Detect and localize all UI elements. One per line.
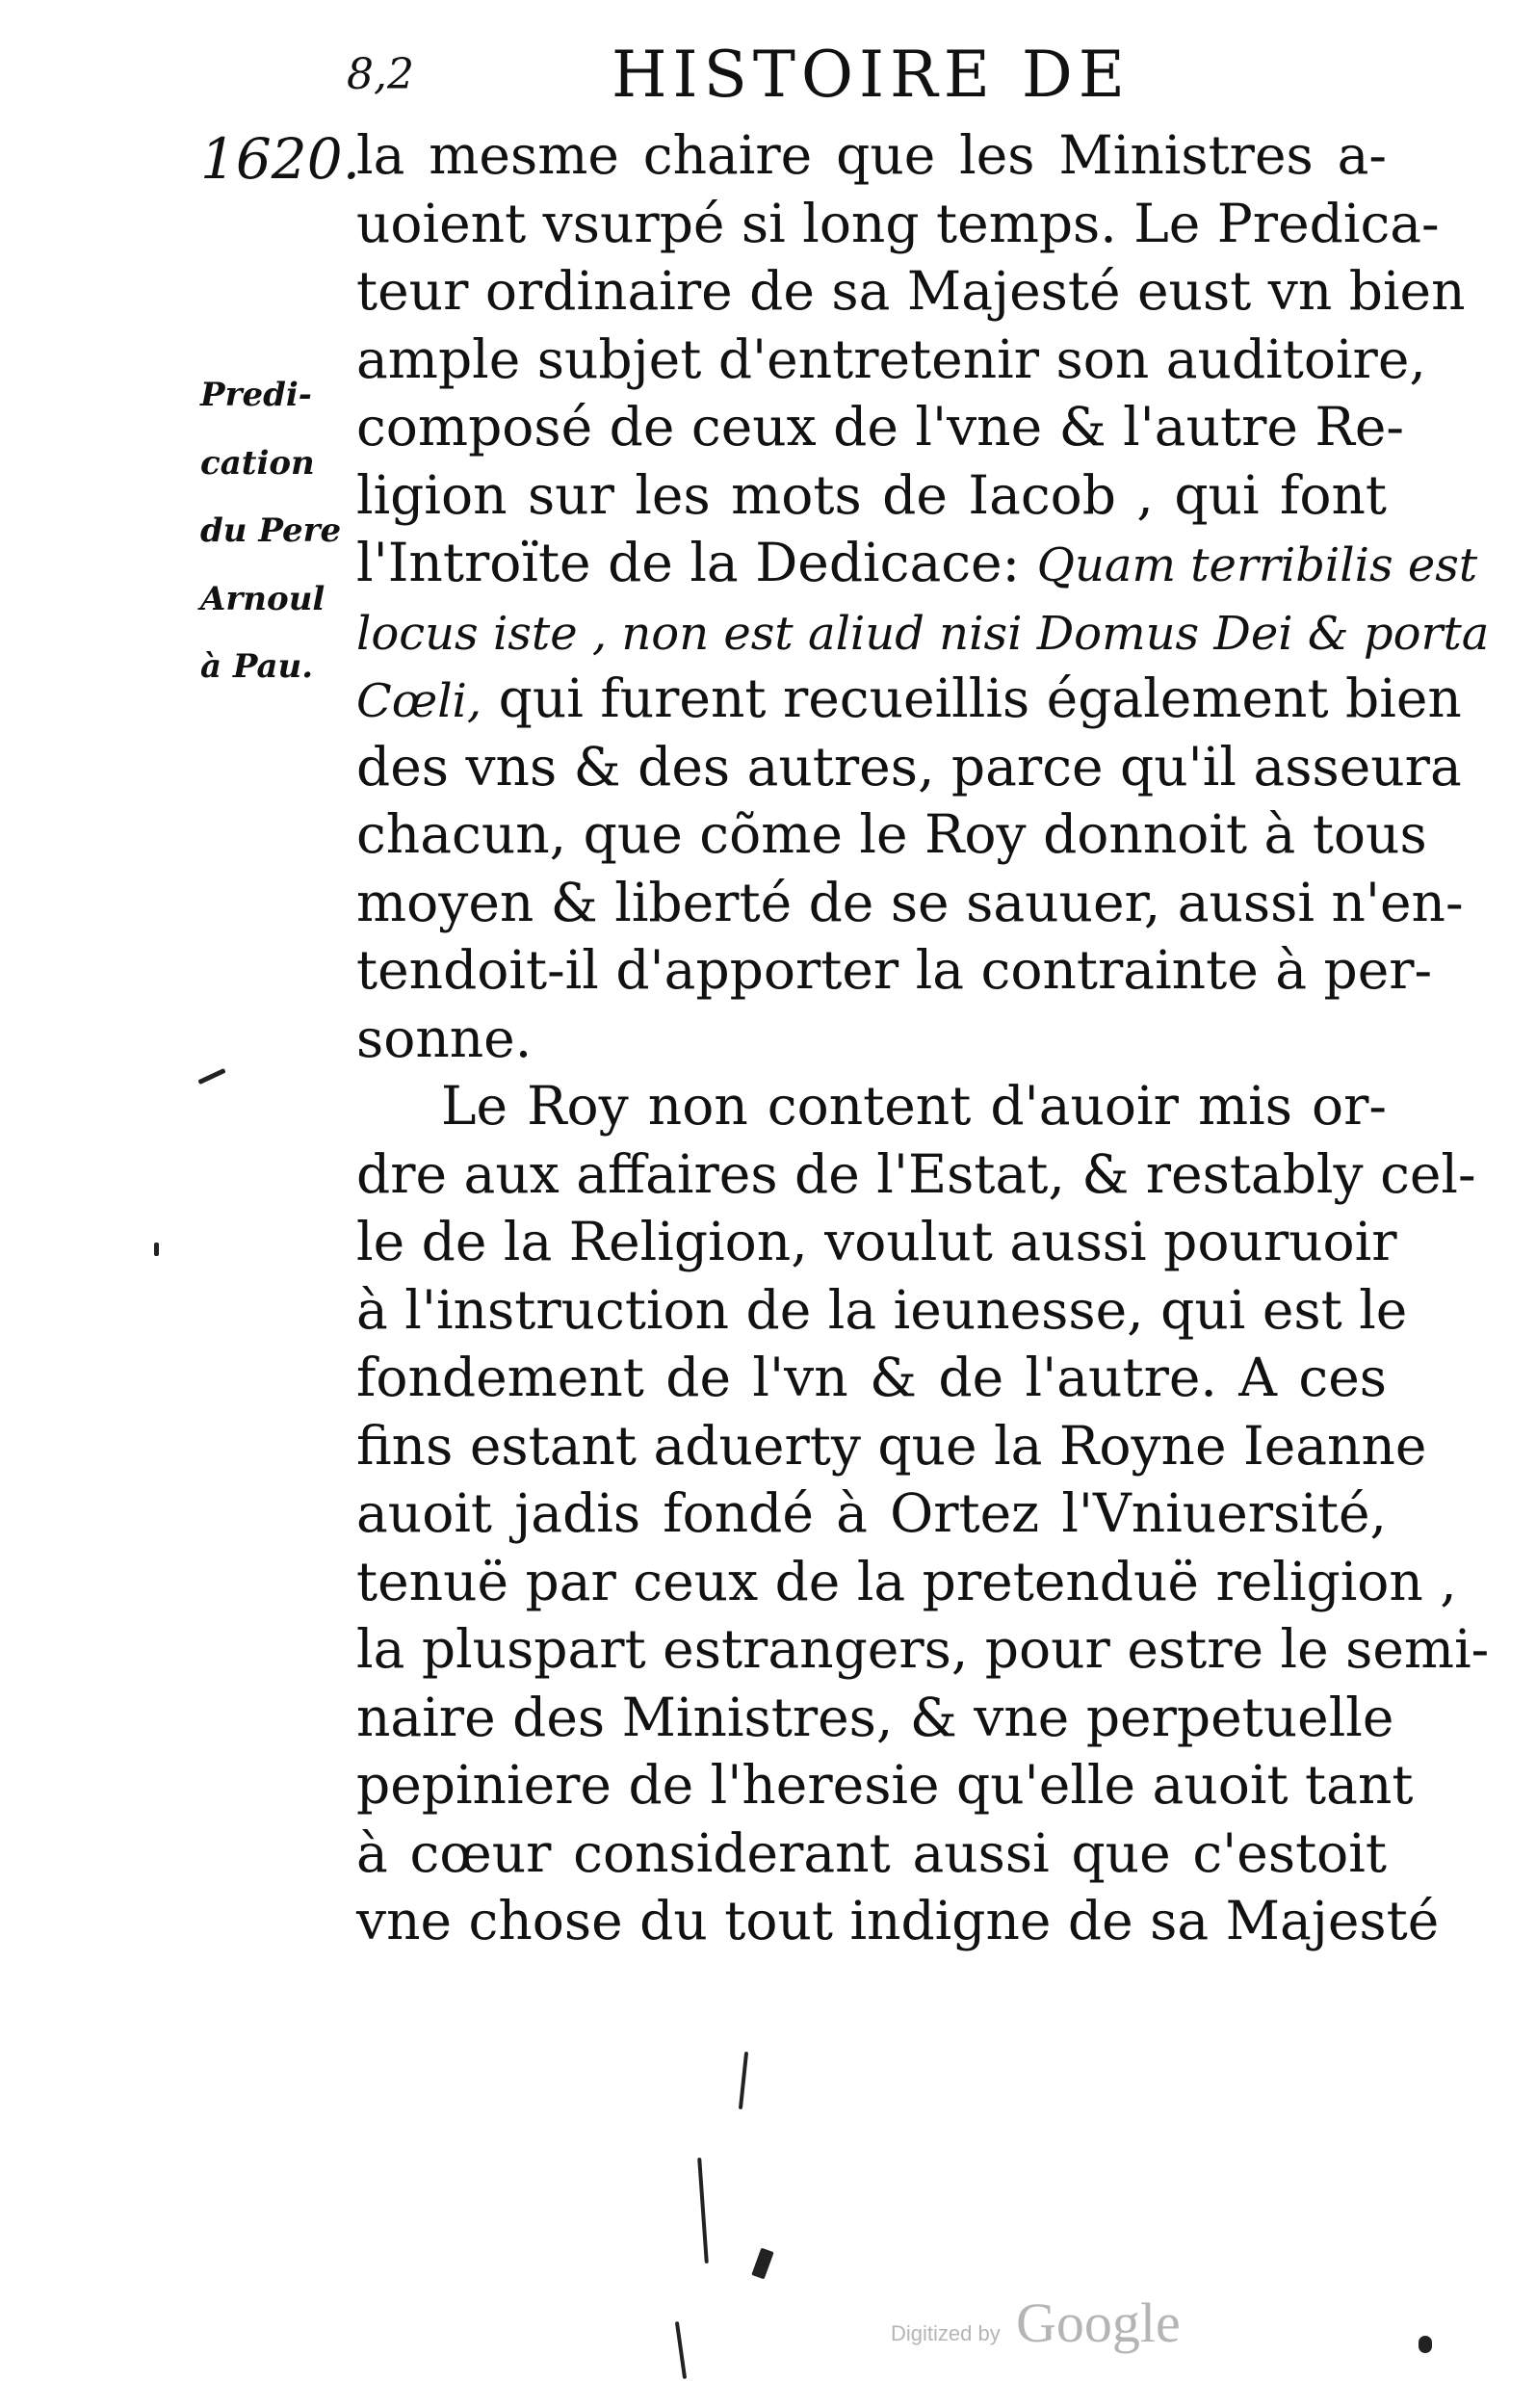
google-logo: Google [1016, 2291, 1181, 2354]
text-line: fondement de l'vn & de l'autre. A ces [356, 1347, 1387, 1408]
text-line: uoient vsurpé si long temps. Le Predica- [356, 192, 1440, 254]
margin-year: 1620. [200, 126, 361, 192]
text-line: la pluspart estrangers, pour estre le semi- [356, 1618, 1490, 1680]
text-line: à l'instruction de la ieunesse, qui est le [356, 1278, 1408, 1341]
ink-speck [697, 2158, 709, 2264]
latin-quote: locus iste , non est aliud nisi Domus Dei & porta [356, 606, 1490, 661]
text-line: tenuë par ceux de la pretenduë religion , [356, 1550, 1457, 1612]
running-header [347, 37, 1406, 114]
ink-speck [739, 2052, 748, 2109]
marginal-note-line: du Pere [200, 511, 342, 550]
latin-quote: Cœli, [356, 674, 482, 728]
ink-speck [197, 1068, 225, 1085]
text-line: auoit jadis fondé à Ortez l'Vniuersité, [356, 1482, 1387, 1544]
marginal-note-line: Predi- [200, 376, 312, 414]
text-line: fins estant aduerty que la Royne Ieanne [356, 1414, 1427, 1477]
ink-speck [1419, 2336, 1432, 2353]
text-line-latin-3 [356, 665, 1462, 733]
text-span: qui furent recueillis également bien [482, 667, 1462, 729]
ink-speck [154, 1243, 159, 1256]
page-number: 8,2 [347, 50, 414, 99]
marginal-note-line: Arnoul [200, 579, 325, 618]
watermark-prefix: Digitized by [891, 2321, 1001, 2345]
text-line: naire des Ministres, & vne perpetuelle [356, 1686, 1394, 1748]
text-span: l'Introïte de la Dedicace: [356, 532, 1037, 593]
text-line: la mesme chaire que les Ministres a- [356, 124, 1387, 186]
body-text [356, 121, 1490, 1955]
latin-quote: Quam terribilis est [1036, 538, 1478, 592]
text-line: composé de ceux de l'vne & l'autre Re- [356, 396, 1404, 458]
text-line: ample subjet d'entretenir son auditoire, [356, 327, 1426, 390]
text-line: teur ordinaire de sa Majesté eust vn bien [356, 260, 1466, 322]
digitized-watermark [891, 2283, 1209, 2360]
text-line: sonne. [356, 1007, 533, 1069]
text-line: moyen & liberté de se sauuer, aussi n'en- [356, 871, 1464, 933]
text-line: pepiniere de l'heresie qu'elle auoit tant [356, 1754, 1414, 1816]
text-line: le de la Religion, voulut aussi pouruoir [356, 1211, 1397, 1272]
text-line-latin-2 [356, 597, 1490, 666]
ink-speck [675, 2321, 687, 2379]
text-line: vne chose du tout indigne de sa Majesté [356, 1890, 1440, 1951]
text-line-paragraph-start: Le Roy non content d'auoir mis or- [441, 1075, 1387, 1137]
text-line: tendoit-il d'apporter la contrainte à per- [356, 939, 1433, 1001]
text-line: des vns & des autres, parce qu'il asseura [356, 735, 1462, 798]
running-title: HISTOIRE DE [612, 38, 1131, 112]
text-line: dre aux affaires de l'Estat, & restably cel- [356, 1142, 1476, 1205]
text-line: ligion sur les mots de Iacob , qui font [356, 463, 1387, 526]
text-line: chacun, que cõme le Roy donnoit à tous [356, 803, 1427, 865]
text-line-latin-1 [356, 529, 1478, 597]
marginal-note-line: cation [200, 443, 315, 483]
marginal-note [200, 361, 345, 701]
ink-speck [751, 2248, 773, 2280]
marginal-note-line: à Pau. [200, 647, 314, 686]
text-line: à cœur considerant aussi que c'estoit [356, 1821, 1387, 1884]
